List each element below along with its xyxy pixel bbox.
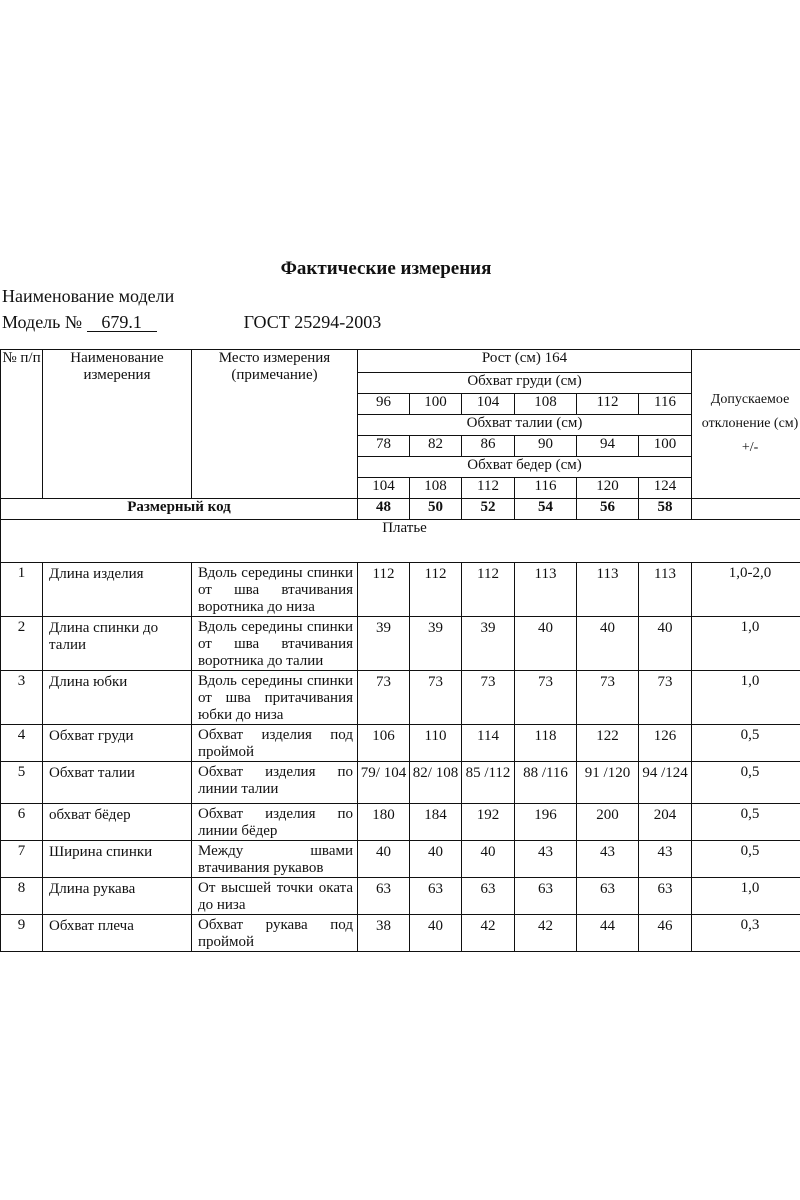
row-value: 40 <box>358 841 410 878</box>
waist-value: 78 <box>358 436 410 457</box>
table-row <box>1 671 800 725</box>
row-value: 46 <box>639 915 692 952</box>
row-name: Длина юбки <box>43 671 192 725</box>
row-value: 91 /120 <box>577 762 639 804</box>
table-row <box>1 915 800 952</box>
row-value: 204 <box>639 804 692 841</box>
row-number: 6 <box>1 804 43 841</box>
header-name: Наименование измерения <box>43 350 192 499</box>
row-tolerance: 0,5 <box>692 725 800 762</box>
size-code-value: 58 <box>639 499 692 520</box>
header-no: № п/п <box>1 350 43 499</box>
size-code-label: Размерный код <box>1 499 358 520</box>
row-value: 73 <box>462 671 515 725</box>
waist-value: 100 <box>639 436 692 457</box>
row-value: 114 <box>462 725 515 762</box>
chest-value: 96 <box>358 394 410 415</box>
row-number: 3 <box>1 671 43 725</box>
size-code-value: 54 <box>515 499 577 520</box>
chest-value: 104 <box>462 394 515 415</box>
row-number: 9 <box>1 915 43 952</box>
row-name: Длина спинки до талии <box>43 617 192 671</box>
row-name: Длина изделия <box>43 563 192 617</box>
row-value: 63 <box>410 878 462 915</box>
row-value: 112 <box>358 563 410 617</box>
size-code-tolerance-empty <box>692 499 800 520</box>
size-code-value: 56 <box>577 499 639 520</box>
row-value: 184 <box>410 804 462 841</box>
table-row <box>1 617 800 671</box>
row-place: Обхват изделия под проймой <box>192 725 358 762</box>
header-waist: Обхват талии (см) <box>358 415 692 436</box>
row-value: 63 <box>462 878 515 915</box>
hips-value: 104 <box>358 478 410 499</box>
row-tolerance: 0,5 <box>692 762 800 804</box>
row-value: 200 <box>577 804 639 841</box>
chest-value: 112 <box>577 394 639 415</box>
row-value: 42 <box>515 915 577 952</box>
row-value: 110 <box>410 725 462 762</box>
row-value: 38 <box>358 915 410 952</box>
row-value: 192 <box>462 804 515 841</box>
header-hips: Обхват бедер (см) <box>358 457 692 478</box>
row-value: 82/ 108 <box>410 762 462 804</box>
hips-value: 116 <box>515 478 577 499</box>
row-value: 63 <box>639 878 692 915</box>
row-name: Обхват талии <box>43 762 192 804</box>
row-value: 118 <box>515 725 577 762</box>
header-tolerance: Допускаемое отклонение (см) +/- <box>692 350 800 499</box>
row-number: 5 <box>1 762 43 804</box>
row-tolerance: 1,0 <box>692 878 800 915</box>
row-value: 73 <box>639 671 692 725</box>
chest-value: 100 <box>410 394 462 415</box>
row-value: 39 <box>358 617 410 671</box>
model-line <box>2 312 381 333</box>
row-value: 39 <box>410 617 462 671</box>
section-title: Платье <box>1 520 800 563</box>
row-value: 40 <box>462 841 515 878</box>
row-value: 112 <box>410 563 462 617</box>
row-name: Обхват груди <box>43 725 192 762</box>
row-place: Вдоль середины спинки от шва втачивания воротника до талии <box>192 617 358 671</box>
row-number: 4 <box>1 725 43 762</box>
row-value: 40 <box>515 617 577 671</box>
table-row <box>1 878 800 915</box>
table-row <box>1 563 800 617</box>
row-tolerance: 1,0 <box>692 617 800 671</box>
measurements-table <box>0 349 800 952</box>
row-value: 85 /112 <box>462 762 515 804</box>
row-value: 88 /116 <box>515 762 577 804</box>
row-value: 44 <box>577 915 639 952</box>
row-value: 126 <box>639 725 692 762</box>
hips-value: 124 <box>639 478 692 499</box>
row-number: 2 <box>1 617 43 671</box>
header-chest: Обхват груди (см) <box>358 373 692 394</box>
model-label: Модель № <box>2 312 83 332</box>
table-row <box>1 841 800 878</box>
row-place: Обхват рукава под проймой <box>192 915 358 952</box>
row-tolerance: 0,3 <box>692 915 800 952</box>
waist-value: 86 <box>462 436 515 457</box>
row-value: 40 <box>410 841 462 878</box>
size-code-value: 52 <box>462 499 515 520</box>
hips-value: 120 <box>577 478 639 499</box>
chest-value: 108 <box>515 394 577 415</box>
size-code-value: 50 <box>410 499 462 520</box>
row-value: 112 <box>462 563 515 617</box>
size-code-value: 48 <box>358 499 410 520</box>
waist-value: 82 <box>410 436 462 457</box>
model-name-label: Наименование модели <box>2 286 175 306</box>
row-name: Длина рукава <box>43 878 192 915</box>
row-name: обхват бёдер <box>43 804 192 841</box>
row-value: 196 <box>515 804 577 841</box>
row-value: 43 <box>639 841 692 878</box>
row-value: 40 <box>639 617 692 671</box>
waist-value: 94 <box>577 436 639 457</box>
hips-value: 108 <box>410 478 462 499</box>
table-row <box>1 725 800 762</box>
row-value: 63 <box>577 878 639 915</box>
row-tolerance: 0,5 <box>692 841 800 878</box>
chest-value: 116 <box>639 394 692 415</box>
row-number: 1 <box>1 563 43 617</box>
row-value: 40 <box>410 915 462 952</box>
row-value: 43 <box>515 841 577 878</box>
hips-value: 112 <box>462 478 515 499</box>
waist-value: 90 <box>515 436 577 457</box>
row-tolerance: 0,5 <box>692 804 800 841</box>
header-place: Место измерения (примечание) <box>192 350 358 499</box>
row-place: Вдоль середины спинки от шва притачивания юбки до низа <box>192 671 358 725</box>
row-number: 7 <box>1 841 43 878</box>
row-value: 73 <box>515 671 577 725</box>
row-value: 42 <box>462 915 515 952</box>
row-name: Обхват плеча <box>43 915 192 952</box>
document-title: Фактические измерения <box>280 258 492 279</box>
row-value: 180 <box>358 804 410 841</box>
row-value: 94 /124 <box>639 762 692 804</box>
row-name: Ширина спинки <box>43 841 192 878</box>
row-number: 8 <box>1 878 43 915</box>
row-value: 79/ 104 <box>358 762 410 804</box>
row-value: 113 <box>639 563 692 617</box>
row-place: От высшей точки оката до низа <box>192 878 358 915</box>
row-tolerance: 1,0-2,0 <box>692 563 800 617</box>
row-place: Между швами втачивания рукавов <box>192 841 358 878</box>
row-place: Обхват изделия по линии талии <box>192 762 358 804</box>
row-value: 43 <box>577 841 639 878</box>
table-row <box>1 804 800 841</box>
row-value: 113 <box>515 563 577 617</box>
row-value: 63 <box>515 878 577 915</box>
row-place: Вдоль середины спинки от шва втачивания воротника до низа <box>192 563 358 617</box>
row-value: 106 <box>358 725 410 762</box>
row-value: 113 <box>577 563 639 617</box>
row-value: 73 <box>410 671 462 725</box>
row-value: 73 <box>577 671 639 725</box>
row-place: Обхват изделия по линии бёдер <box>192 804 358 841</box>
row-value: 122 <box>577 725 639 762</box>
header-height: Рост (см) 164 <box>358 350 692 373</box>
row-value: 39 <box>462 617 515 671</box>
row-value: 73 <box>358 671 410 725</box>
table-row <box>1 762 800 804</box>
gost-standard: ГОСТ 25294-2003 <box>243 312 382 332</box>
row-tolerance: 1,0 <box>692 671 800 725</box>
model-number: 679.1 <box>87 313 157 332</box>
row-value: 40 <box>577 617 639 671</box>
row-value: 63 <box>358 878 410 915</box>
